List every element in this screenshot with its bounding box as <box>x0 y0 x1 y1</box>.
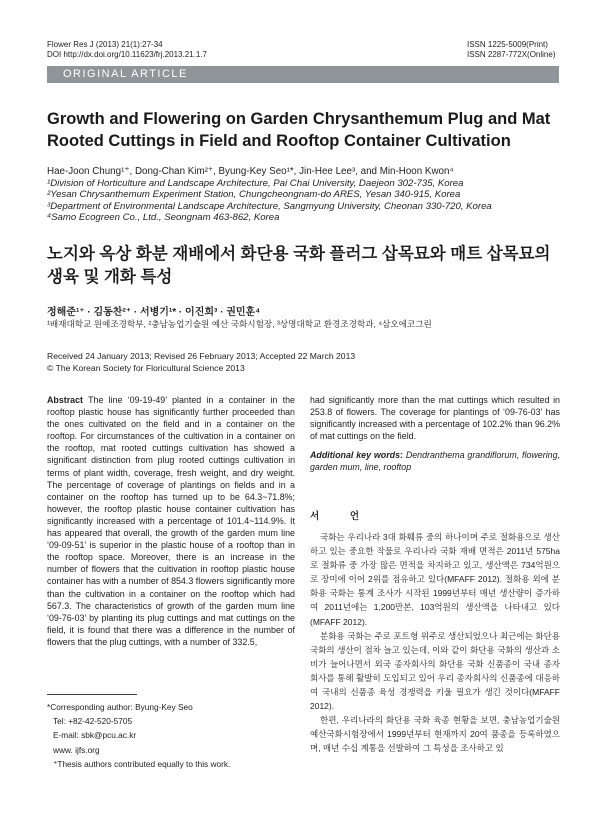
affiliation-4: ⁴Samo Ecogreen Co., Ltd., Seongnam 463-862, Korea <box>47 211 280 223</box>
authors-korean: 정해준¹⁺ · 김동찬²⁺ · 서병기¹* · 이진희³ · 권민훈⁴ <box>47 307 261 318</box>
abstract-label: Abstract <box>47 395 84 405</box>
keywords-text: Dendranthema grandiflorum, flowering, garden mum, line, rooftop <box>310 450 560 473</box>
issn-online: ISSN 2287-772X(Online) <box>467 50 556 59</box>
corresponding-author: *Corresponding author: Byung-Key Seo <box>47 702 193 712</box>
paper-title-korean: 노지와 옥상 화분 재배에서 화단용 국화 플러그 삽목묘와 매트 삽목묘의 생육 및 개화 특성 <box>47 245 551 286</box>
affiliations-korean: ¹배재대학교 원예조경학부, ²충남농업기술원 예산 국화시험장, ³상명대학교 환경조경학과, ⁴삼오에코그린 <box>47 319 432 329</box>
footnotes <box>47 700 230 771</box>
intro-paragraph-1: 국화는 우리나라 3대 화훼류 중의 하나이며 주로 절화용으로 생산하고 있는 중요한 작물로 우리나라 국화 재배 면적은 2011년 575ha로 절화류 중 가장 많은 면적을 차지하고 있고, 생산액은 734억원으로 장미에 이어 2위를 점유하고 있다(MFAFF 2012). 절화용 외에 분화용 국화는 통계 조사가 시작된 1999년부터 매년 생산량이 증가하여 2011년에는 1,200만본, 103억원의 생산액을 나타내고 있다(MFAFF 2012). <box>310 532 560 627</box>
affiliation-3: ³Department of Environmental Landscape Architecture, Sangmyung University, Cheonan 330-720, Korea <box>47 200 492 212</box>
journal-citation: Flower Res J (2013) 21(1):27-34 <box>47 40 163 49</box>
abstract-text-part1: The line ‘09-19-49’ planted in a container in the rooftop plastic house has significantly further proceeded than the ones cultivated on the field and in a container on the rooftop. For circumstances of the cultivation in a container on the rooftop, mat rooted cuttings cultivation has showed a significant distinction from plug rooted cuttings cultivation in terms of plant width, coverage, fresh weight, and dry weight. The percentage of coverage of plantings on fields and in a container on the rooftop has turned up to be 64.3~71.8%; however, the rooftop plastic house container cultivation has significantly increased with a percentage of 101.4~114.9%. It has appeared that overall, the growth of the garden mum line ‘09-09-51’ is superior in the plastic house of a rooftop than in the rooftop space. Moreover, there is an increase in the number of flowers that the cultivation in rooftop plastic house container has with a number of 854.3 flowers significantly more than the cultivation in a container on the rooftop which had 567.3. The characteristics of growth of the garden mum line ‘09-76-03’ by planting its plug cuttings and mat cuttings on the field, it is found that there was a difference in the number of flowers that the plug cuttings, with a number of 332.5, <box>47 395 295 647</box>
affiliation-1: ¹Division of Horticulture and Landscape Architecture, Pai Chai University, Daejeon 302-735, Korea <box>47 178 464 189</box>
article-type-band <box>47 66 559 83</box>
footnote-divider <box>47 694 137 695</box>
email[interactable]: E-mail: sbk@pcu.ac.kr <box>53 730 137 741</box>
received-dates: Received 24 January 2013; Revised 26 February 2013; Accepted 22 March 2013 <box>47 351 356 361</box>
paper-title-english: Growth and Flowering on Garden Chrysanthemum Plug and Mat Rooted Cuttings in Field and Rooftop Container Cultivation <box>47 110 551 150</box>
issn-block <box>467 40 556 60</box>
abstract-text-part2: had significantly more than the mat cuttings which resulted in 253.8 of flowers. The coverage for plantings of ‘09-76-03’ has significantly increased with a percentage of 102.2% than 96.2% of mat cuttings on the field. <box>310 395 560 442</box>
equal-contribution-note: ⁺Thesis authors contributed equally to this work. <box>53 758 231 769</box>
copyright: © The Korean Society for Floricultural Science 2013 <box>47 363 245 373</box>
article-type-label: ORIGINAL ARTICLE <box>63 68 188 80</box>
telephone: Tel: +82-42-520-5705 <box>53 716 133 727</box>
abstract-right-column <box>310 394 560 474</box>
website[interactable]: www. ijfs.org <box>53 744 100 755</box>
doi-link[interactable]: DOI http://dx.doi.org/10.11623/frj.2013.21.1.7 <box>47 50 207 59</box>
intro-paragraph-2: 분화용 국화는 주로 포트형 위주로 생산되었으나 최근에는 화단용 국화의 생산이 점차 늘고 있는데, 이와 같이 화단용 국화의 생산과 소비가 늘어나면서 외국 종자회사의 화단용 국화 신품종이 국내 종자 회사를 통해 활발히 도입되고 있어 우리 종자회사의 신품종에 대응하여 국내의 신품종 육성 경쟁력을 키울 필요가 생긴 것이다(MFAFF 2012). <box>310 630 560 712</box>
abstract-left-column <box>47 394 295 648</box>
affiliations-english <box>47 178 492 223</box>
intro-paragraph-3: 한편, 우리나라의 화단용 국화 육종 현황을 보면, 충남농업기술원 예산국화시험장에서 1999년부터 현재까지 20여 품종을 등록하였으며, 매년 수십 계통을 선발하여 그 특성을 조사하고 있 <box>310 715 560 754</box>
affiliation-2: ²Yesan Chrysanthemum Experiment Station, Chungcheongnam-do ARES, Yesan 340-915, Korea <box>47 189 461 201</box>
keywords: Additional key words: Dendranthema grandiflorum, flowering, garden mum, line, rooftop <box>310 450 560 473</box>
introduction-body <box>310 530 560 756</box>
journal-header <box>47 40 207 60</box>
section-heading-introduction: 서 언 <box>310 511 373 522</box>
keywords-label: Additional key words <box>310 450 401 461</box>
issn-print: ISSN 1225-5009(Print) <box>467 40 548 49</box>
dates-block <box>47 350 355 374</box>
authors-english: Hae-Joon Chung¹⁺, Dong-Chan Kim²⁺, Byung-Key Seo¹*, Jin-Hee Lee³, and Min-Hoon Kwon⁴ <box>47 166 454 177</box>
